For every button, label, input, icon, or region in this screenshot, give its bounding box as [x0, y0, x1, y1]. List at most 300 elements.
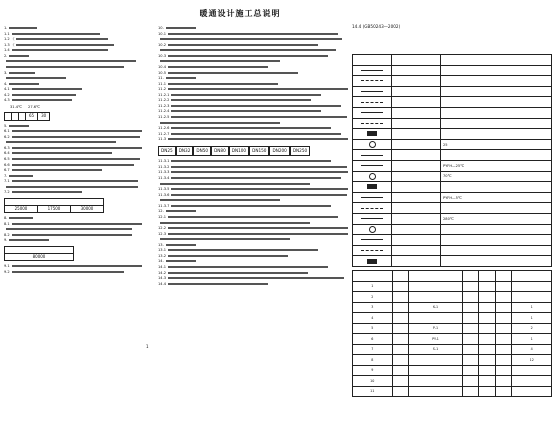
legend-symbol-mark — [361, 197, 383, 198]
legend-symbol — [353, 235, 392, 246]
text-run — [6, 60, 136, 62]
table-cell — [495, 386, 511, 397]
line-number: 7.1 — [4, 179, 10, 184]
text-run — [168, 33, 338, 35]
value-summer-temp: 31.4℃ — [10, 104, 23, 109]
table-cell — [392, 386, 408, 397]
text-run — [12, 265, 142, 267]
table-cell: 80000 — [5, 253, 74, 260]
legend-name — [392, 171, 441, 182]
table-cell: S-1 — [409, 344, 463, 355]
line-number: 14.3 — [158, 276, 167, 281]
line-number: 9.1 — [4, 264, 10, 269]
line-number: 6.6 — [4, 162, 10, 167]
line-number: 12.1 — [158, 214, 167, 219]
table-cell — [462, 376, 478, 387]
line-number: 14.1 — [158, 265, 167, 269]
legend-name — [392, 107, 441, 118]
line-number: 8.2 — [4, 232, 10, 237]
legend-name — [392, 150, 441, 161]
line-number: 11.2.7 — [158, 131, 170, 136]
line-number: 10.4 — [158, 64, 167, 69]
line-number: 11.3.1 — [158, 159, 170, 164]
table-cell — [462, 292, 478, 303]
table-cell — [512, 281, 552, 292]
table-cell — [392, 344, 408, 355]
table-cell — [392, 292, 408, 303]
table-cell: K-1 — [409, 302, 463, 313]
text-run — [166, 260, 196, 262]
legend-row — [353, 129, 552, 140]
table-cell — [479, 323, 495, 334]
text-line — [158, 187, 348, 193]
legend-symbol — [353, 118, 392, 129]
legend-row — [353, 76, 552, 87]
legend-symbol-mark — [367, 184, 377, 189]
pipe-size-cell: DN25 — [158, 146, 176, 157]
table-cell — [512, 271, 552, 282]
table-cell: 5 — [353, 323, 393, 334]
table-cell — [479, 334, 495, 345]
text-line — [158, 137, 348, 143]
text-line — [158, 215, 348, 221]
table-cell: 11 — [353, 386, 393, 397]
legend-name — [392, 118, 441, 129]
text-line — [4, 270, 142, 276]
legend-symbol — [353, 182, 392, 193]
legend-row — [353, 235, 552, 246]
line-number: 13. — [158, 242, 164, 247]
legend-symbol-mark — [361, 102, 383, 103]
text-line — [4, 238, 142, 244]
line-number: 12.3 — [158, 231, 167, 236]
legend-desc — [441, 118, 552, 129]
legend-desc — [441, 76, 552, 87]
text-run — [9, 83, 39, 85]
text-run — [12, 152, 112, 154]
legend-symbol — [353, 150, 392, 161]
table-row — [353, 376, 552, 387]
legend-desc: 70℃ — [441, 171, 552, 182]
table-cell — [462, 313, 478, 324]
line-number: 11.2.6 — [158, 126, 170, 131]
text-run — [166, 77, 196, 79]
text-run — [168, 72, 298, 74]
text-run — [171, 116, 347, 118]
line-number: 11.3 — [158, 137, 167, 142]
legend-desc — [441, 97, 552, 108]
text-run — [160, 222, 310, 224]
column-2 — [158, 26, 348, 287]
line-number: 8.1 — [4, 221, 10, 226]
text-run — [6, 77, 66, 79]
line-number: 3. — [4, 70, 8, 75]
line-number: 11.3.6 — [158, 192, 170, 197]
text-run — [160, 49, 336, 51]
line-number: 7.2 — [4, 190, 10, 195]
line-number: 13.2 — [158, 253, 167, 258]
table-cell — [462, 355, 478, 366]
text-run — [160, 238, 290, 240]
text-run — [12, 169, 102, 171]
table-cell: 12 — [512, 355, 552, 366]
text-run — [12, 88, 82, 90]
table-cell — [479, 271, 495, 282]
text-run — [171, 105, 341, 107]
table-cell — [392, 302, 408, 313]
line-number: 10.5 — [158, 70, 167, 75]
line-number: 11.3.2 — [158, 164, 170, 169]
table-row — [353, 292, 552, 303]
table-cell — [409, 281, 463, 292]
line-number: 11.3.3 — [158, 170, 170, 175]
legend-row — [353, 65, 552, 76]
table-cell: 4 — [512, 344, 552, 355]
line-number: 11.2.4 — [158, 109, 170, 114]
line-number: 12.2 — [158, 226, 167, 231]
table-cell: 9 — [353, 365, 393, 376]
legend-desc — [441, 235, 552, 246]
text-run — [171, 127, 331, 129]
text-line — [4, 190, 142, 196]
legend-name — [392, 192, 441, 203]
text-run — [12, 130, 142, 132]
legend-name — [392, 97, 441, 108]
line-number: 14.2 — [158, 270, 167, 275]
line-number: 4.1 — [4, 87, 10, 92]
text-line — [158, 176, 348, 182]
table-cell — [353, 271, 393, 282]
text-line — [158, 87, 348, 93]
legend-symbol — [353, 76, 392, 87]
legend-symbol-mark — [361, 70, 383, 71]
legend-row — [353, 256, 552, 267]
text-run — [12, 94, 76, 96]
text-run — [171, 171, 348, 173]
line-number: 11.2 — [158, 87, 167, 92]
table-cell — [495, 271, 511, 282]
table-cell — [512, 292, 552, 303]
line-number: 10. — [158, 26, 164, 30]
text-run — [171, 188, 348, 190]
line-number: 11.3.5 — [158, 187, 170, 192]
table-cell — [495, 334, 511, 345]
text-run — [12, 180, 138, 182]
table-indoor-params — [4, 112, 50, 120]
legend-name — [392, 139, 441, 150]
legend-desc: PYFH—5℃ — [441, 192, 552, 203]
legend-name — [392, 65, 441, 76]
legend-row — [353, 139, 552, 150]
legend-symbol-mark — [367, 259, 377, 264]
legend-table — [352, 54, 552, 267]
table-row — [353, 271, 552, 282]
line-number: 2. — [4, 53, 8, 58]
legend-desc — [441, 129, 552, 140]
table-cell — [479, 302, 495, 313]
legend-desc — [441, 150, 552, 161]
text-run — [12, 49, 108, 51]
line-number: 6.7 — [4, 168, 10, 173]
text-run — [168, 233, 348, 235]
legend-row — [353, 55, 552, 66]
table-row — [353, 313, 552, 324]
table-cell — [409, 386, 463, 397]
line-number: 11.2.5 — [158, 115, 170, 119]
table-cell — [495, 281, 511, 292]
standard-reference: 14.4 (GB50243—2002) — [352, 24, 401, 29]
legend-name — [392, 245, 441, 256]
legend-desc: 280℃ — [441, 213, 552, 224]
table-row — [353, 355, 552, 366]
text-line — [4, 157, 142, 163]
legend-name — [392, 182, 441, 193]
text-run — [171, 166, 347, 168]
table-cell — [495, 323, 511, 334]
legend-symbol-mark — [361, 165, 383, 166]
text-run — [12, 136, 140, 138]
pipe-size-cell: DN100 — [229, 146, 249, 157]
legend-desc — [441, 245, 552, 256]
table-cell — [462, 365, 478, 376]
table-cell — [495, 344, 511, 355]
text-line — [158, 126, 348, 132]
table-cell: 8 — [353, 355, 393, 366]
line-number: 10.2 — [158, 42, 167, 47]
legend-desc — [441, 203, 552, 214]
legend-symbol — [353, 107, 392, 118]
legend-symbol-mark — [361, 123, 383, 124]
text-line — [158, 37, 348, 43]
table-cell: 1 — [512, 302, 552, 313]
text-line — [4, 264, 142, 270]
table-cell — [409, 313, 463, 324]
text-run — [168, 277, 344, 279]
table-cell — [479, 281, 495, 292]
legend-row — [353, 245, 552, 256]
table-cell — [409, 365, 463, 376]
page-number: 1 — [146, 344, 149, 349]
table-cell — [462, 281, 478, 292]
table-cell — [392, 271, 408, 282]
pipe-size-cell: DN250 — [290, 146, 310, 157]
legend-symbol — [353, 213, 392, 224]
table-cell: 2 — [353, 292, 393, 303]
text-run — [168, 266, 328, 268]
table-cell: 4 — [353, 313, 393, 324]
legend-desc — [441, 86, 552, 97]
text-line — [4, 129, 142, 135]
table-cell: 10 — [353, 376, 393, 387]
line-number: 12. — [158, 209, 164, 214]
legend-symbol — [353, 160, 392, 171]
text-run — [12, 164, 134, 166]
text-run — [12, 147, 142, 149]
line-number: 11.2.2 — [158, 98, 170, 103]
legend-symbol-mark — [361, 91, 383, 92]
table-cell: 6 — [353, 334, 393, 345]
text-run — [6, 228, 132, 230]
text-run — [166, 244, 196, 246]
table-cell: 30 — [38, 113, 50, 120]
text-run — [171, 177, 341, 179]
legend-symbol — [353, 86, 392, 97]
table-cell — [479, 386, 495, 397]
text-run — [12, 191, 82, 193]
legend-desc: PYFH—25℃ — [441, 160, 552, 171]
text-run — [16, 44, 114, 46]
legend-row — [353, 213, 552, 224]
table-cell — [495, 376, 511, 387]
text-run — [6, 141, 116, 143]
table-cell — [12, 113, 19, 120]
table-exhaust — [4, 246, 74, 261]
line-number: 11.3.7 — [158, 203, 170, 208]
text-line — [4, 65, 142, 71]
legend-desc — [441, 55, 552, 66]
table-cell — [512, 376, 552, 387]
legend-symbol-mark — [361, 239, 383, 240]
text-run — [160, 60, 280, 62]
text-run — [12, 33, 100, 35]
text-run — [12, 271, 124, 273]
legend-row — [353, 203, 552, 214]
text-line — [158, 48, 348, 54]
pipe-size-cell: DN150 — [249, 146, 269, 157]
pipe-size-cell: DN80 — [211, 146, 229, 157]
legend-row — [353, 182, 552, 193]
legend-name — [392, 160, 441, 171]
table-cell — [462, 323, 478, 334]
sheet-title: 暖通设计施工总说明 — [199, 8, 281, 18]
table-cell — [495, 302, 511, 313]
table-cell: 3 — [353, 302, 393, 313]
text-run — [160, 183, 310, 185]
text-line — [158, 226, 348, 232]
legend-symbol — [353, 203, 392, 214]
table-row — [353, 281, 552, 292]
table-cell — [462, 344, 478, 355]
legend-symbol — [353, 139, 392, 150]
text-run — [171, 110, 321, 112]
line-number: 6.2 — [4, 134, 10, 139]
line-number: 5. — [4, 123, 8, 128]
legend-symbol — [353, 192, 392, 203]
table-cell: 65 — [26, 113, 38, 120]
table-cell — [495, 313, 511, 324]
legend-desc — [441, 224, 552, 235]
legend-desc — [441, 107, 552, 118]
text-line — [158, 282, 348, 288]
legend-name — [392, 86, 441, 97]
legend-row — [353, 160, 552, 171]
pipe-size-table — [158, 146, 348, 157]
text-run — [9, 217, 33, 219]
line-number: 4. — [4, 81, 8, 86]
text-run — [166, 27, 196, 29]
table-cell — [19, 113, 26, 120]
text-run — [6, 66, 124, 68]
text-run — [171, 99, 311, 101]
legend-symbol-mark — [369, 173, 376, 180]
legend-row — [353, 86, 552, 97]
table-cell: PY-1 — [409, 334, 463, 345]
value-wet-temp: 27.6℃ — [28, 104, 41, 109]
line-number: 1.2 《 — [4, 37, 15, 42]
legend-symbol — [353, 97, 392, 108]
legend-name — [392, 213, 441, 224]
table-cell — [392, 365, 408, 376]
text-run — [160, 122, 280, 124]
text-run — [171, 194, 347, 196]
line-number: 1.1 — [4, 31, 10, 36]
text-run — [171, 205, 331, 207]
line-number: 6.3 — [4, 145, 10, 150]
text-run — [171, 94, 321, 96]
table-airflow — [4, 198, 104, 213]
pipe-size-cell: DN32 — [176, 146, 194, 157]
line-number: 10.1 — [158, 31, 167, 36]
line-number: 11.2.1 — [158, 92, 170, 97]
legend-symbol-mark — [361, 155, 383, 156]
column-1 — [4, 26, 142, 275]
legend-name — [392, 203, 441, 214]
table-row — [353, 344, 552, 355]
legend-name — [392, 235, 441, 246]
legend-row — [353, 97, 552, 108]
text-run — [168, 272, 308, 274]
text-run — [168, 66, 268, 68]
table-cell — [409, 355, 463, 366]
line-number: 14. — [158, 259, 164, 264]
table-cell — [479, 292, 495, 303]
table-cell: 2 — [512, 323, 552, 334]
table-cell — [512, 386, 552, 397]
text-run — [168, 249, 318, 251]
legend-name — [392, 224, 441, 235]
table-header — [5, 198, 104, 205]
legend-symbol — [353, 224, 392, 235]
text-line — [4, 227, 142, 233]
equipment-table — [352, 270, 552, 397]
legend-name — [392, 76, 441, 87]
table-cell — [495, 292, 511, 303]
line-number: 14.4 — [158, 281, 167, 286]
table-cell — [462, 302, 478, 313]
text-run — [168, 283, 268, 285]
table-cell: 7 — [353, 344, 393, 355]
table-cell — [392, 334, 408, 345]
table-cell — [5, 113, 12, 120]
table-cell: 30000 — [71, 205, 104, 212]
legend-symbol — [353, 245, 392, 256]
legend-row — [353, 150, 552, 161]
legend-symbol-mark — [369, 226, 376, 233]
table-header — [5, 246, 74, 253]
line-number: 6.4 — [4, 151, 10, 156]
legend-symbol — [353, 171, 392, 182]
legend-symbol-mark — [361, 218, 383, 219]
legend-name — [392, 256, 441, 267]
table-cell — [479, 313, 495, 324]
table-cell — [512, 365, 552, 376]
table-row — [353, 365, 552, 376]
text-run — [168, 55, 328, 57]
line-number: 6.5 — [4, 157, 10, 161]
legend-symbol-mark — [361, 250, 383, 251]
line-number: 4.2 — [4, 92, 10, 97]
text-run — [168, 216, 338, 218]
